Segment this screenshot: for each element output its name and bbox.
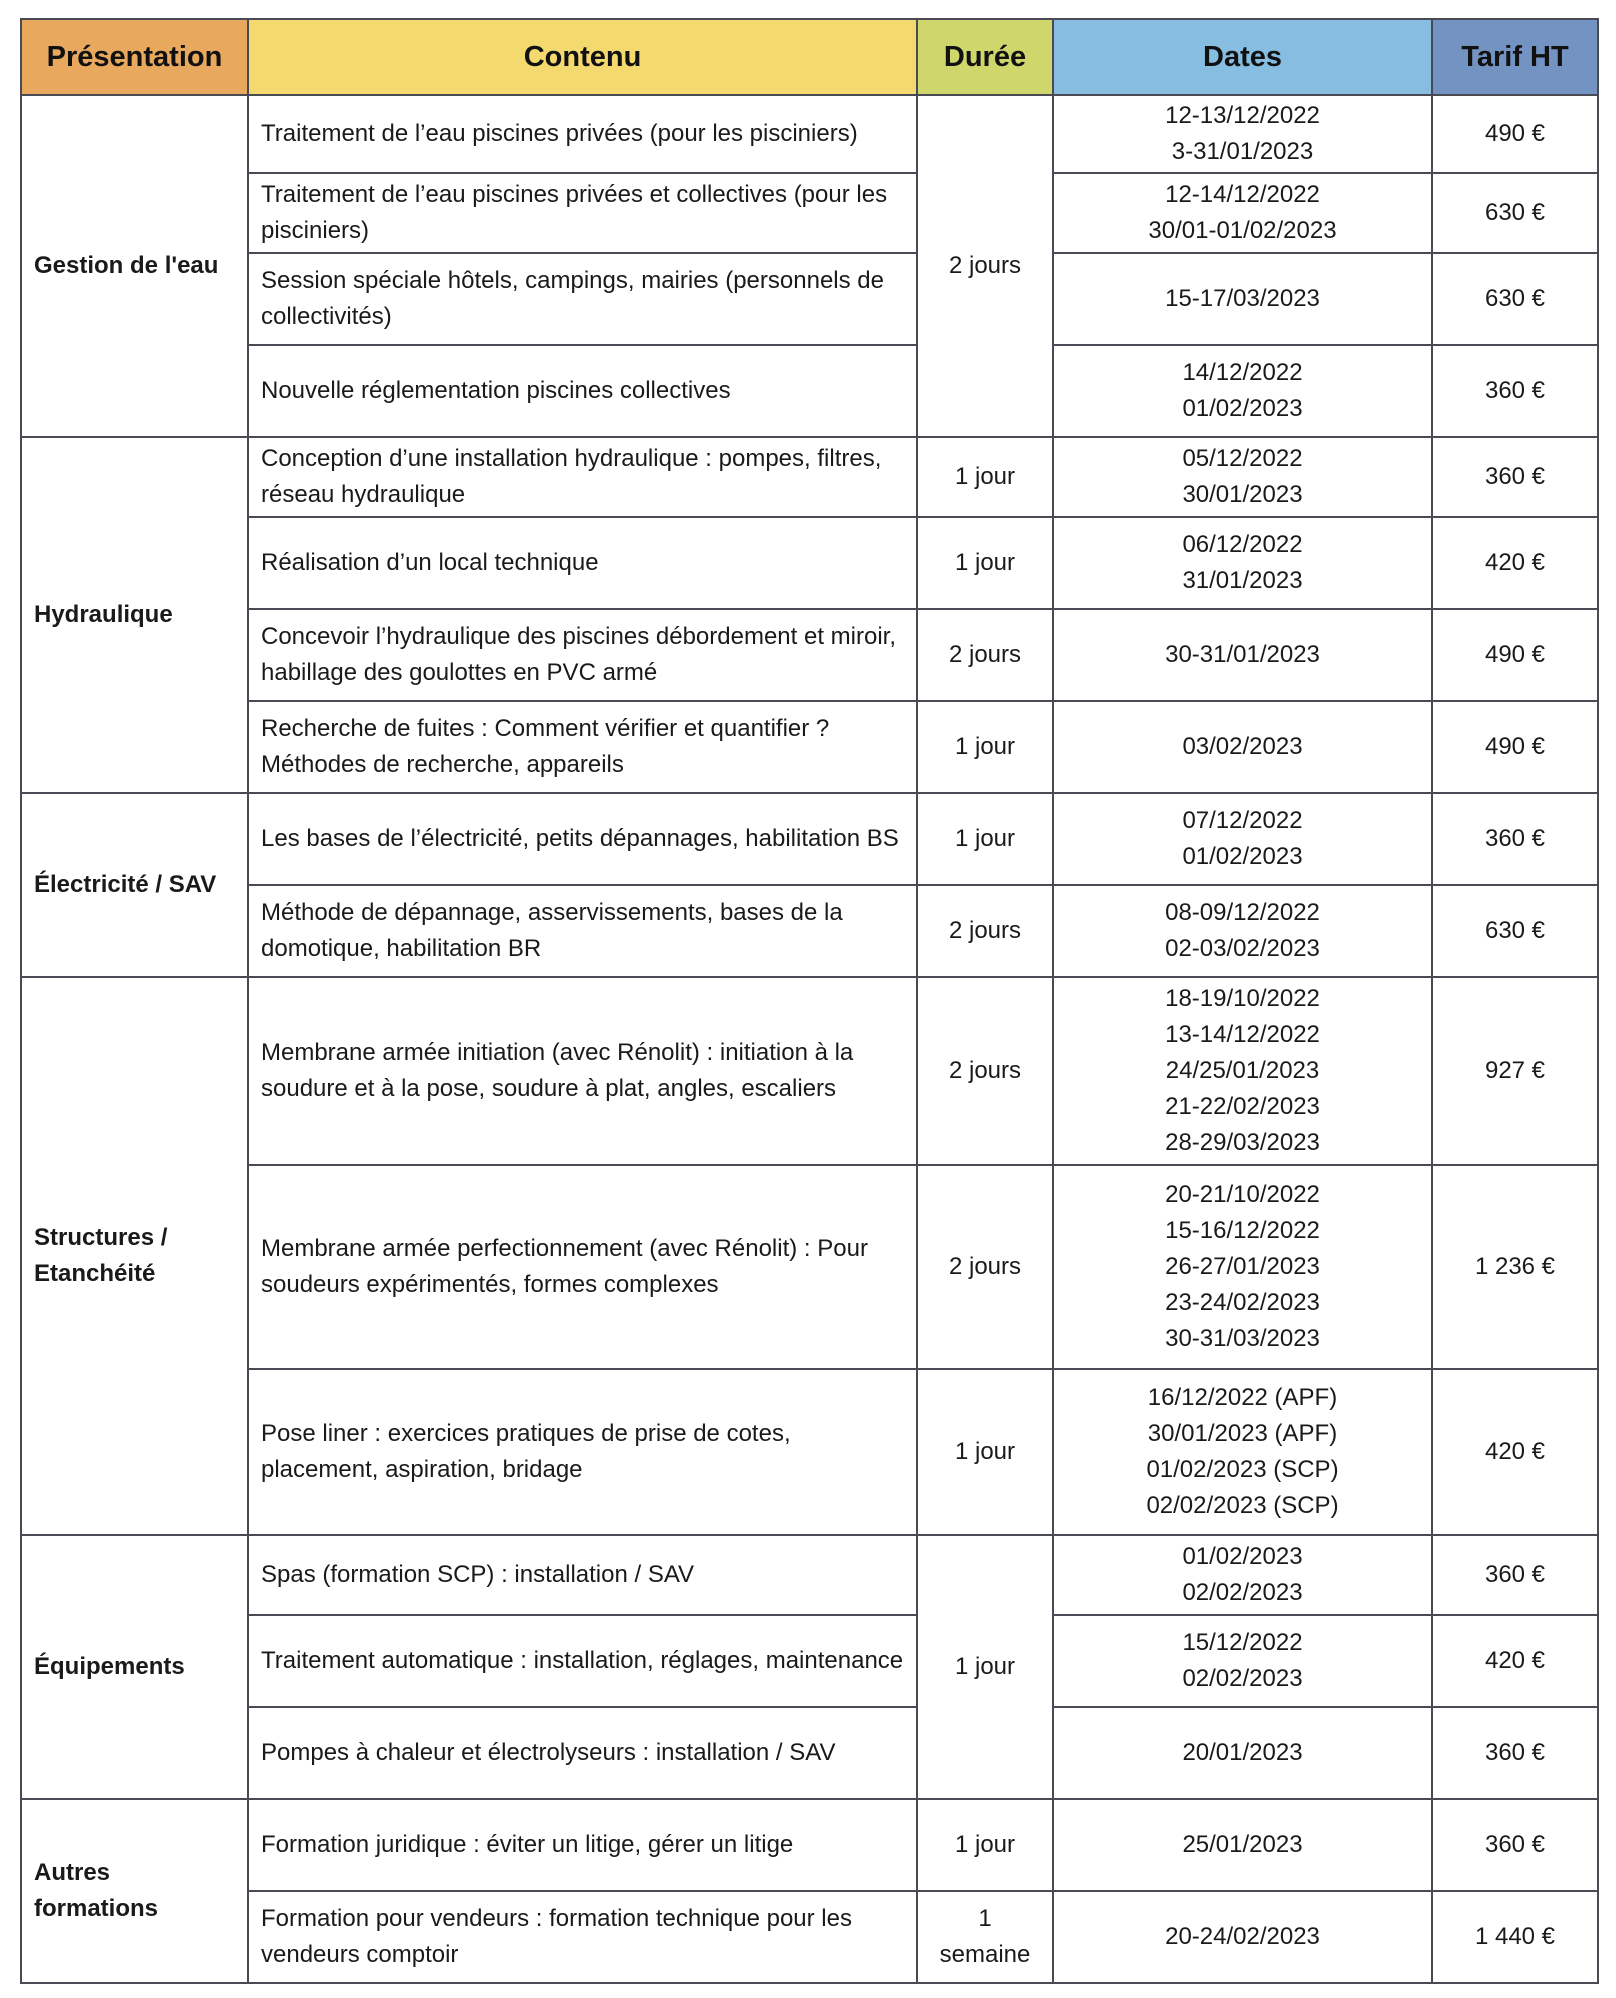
table-row: [21, 885, 1598, 977]
content-cell: Formation pour vendeurs : formation technique pour les vendeurs comptoir: [248, 1891, 917, 1983]
table-row: [21, 1369, 1598, 1535]
duration-cell: 2 jours: [917, 885, 1053, 977]
date-line: 02/02/2023 (SCP): [1146, 1492, 1339, 1519]
date-line: 18-19/10/2022: [1165, 985, 1320, 1012]
price-cell: 630 €: [1432, 885, 1598, 977]
table-row: [21, 701, 1598, 793]
date-line: 21-22/02/2023: [1165, 1093, 1320, 1120]
content-cell: Conception d’une installation hydraulique : pompes, filtres, réseau hydraulique: [248, 437, 917, 517]
duration-cell: 1 jour: [917, 1799, 1053, 1891]
date-line: 06/12/2022: [1182, 531, 1303, 558]
price-cell: 630 €: [1432, 253, 1598, 345]
price-cell: 360 €: [1432, 437, 1598, 517]
date-line: 08-09/12/2022: [1165, 899, 1320, 926]
date-line: 15-16/12/2022: [1165, 1217, 1320, 1244]
table-row: [21, 1799, 1598, 1891]
date-line: 01/02/2023: [1182, 1543, 1303, 1570]
price-cell: 420 €: [1432, 1615, 1598, 1707]
date-line: 01/02/2023 (SCP): [1146, 1456, 1339, 1483]
category-cell: Électricité / SAV: [21, 793, 248, 977]
table-row: [21, 345, 1598, 437]
content-cell: Réalisation d’un local technique: [248, 517, 917, 609]
price-cell: 360 €: [1432, 1799, 1598, 1891]
duration-cell: 1 jour: [917, 437, 1053, 517]
date-line: 16/12/2022 (APF): [1147, 1384, 1338, 1411]
content-cell: Traitement automatique : installation, réglages, maintenance: [248, 1615, 917, 1707]
content-cell: Session spéciale hôtels, campings, mairies (personnels de collectivités): [248, 253, 917, 345]
table-row: [21, 517, 1598, 609]
date-line: 30/01/2023: [1182, 481, 1303, 508]
price-cell: 360 €: [1432, 345, 1598, 437]
header-tarif: Tarif HT: [1432, 19, 1598, 95]
header-duree: Durée: [917, 19, 1053, 95]
content-cell: Spas (formation SCP) : installation / SAV: [248, 1535, 917, 1615]
dates-cell: [1053, 793, 1432, 885]
dates-cell: [1053, 517, 1432, 609]
table-row: [21, 977, 1598, 1165]
table-row: [21, 1891, 1598, 1983]
duration-cell: 1 jour: [917, 793, 1053, 885]
date-line: 13-14/12/2022: [1165, 1021, 1320, 1048]
header-dates: Dates: [1053, 19, 1432, 95]
price-cell: 490 €: [1432, 701, 1598, 793]
content-cell: Formation juridique : éviter un litige, gérer un litige: [248, 1799, 917, 1891]
price-cell: 420 €: [1432, 517, 1598, 609]
price-cell: 490 €: [1432, 609, 1598, 701]
dates-cell: [1053, 1891, 1432, 1983]
table-row: [21, 95, 1598, 173]
header-contenu: Contenu: [248, 19, 917, 95]
content-cell: Traitement de l’eau piscines privées et collectives (pour les pisciniers): [248, 173, 917, 253]
table-row: [21, 173, 1598, 253]
table-row: [21, 1707, 1598, 1799]
content-cell: Méthode de dépannage, asservissements, bases de la domotique, habilitation BR: [248, 885, 917, 977]
content-cell: Membrane armée initiation (avec Rénolit) : initiation à la soudure et à la pose, soudure à plat, angles, escaliers: [248, 977, 917, 1165]
header-row: [21, 19, 1598, 95]
dates-cell: [1053, 253, 1432, 345]
dates-cell: [1053, 1799, 1432, 1891]
date-line: 15/12/2022: [1182, 1629, 1303, 1656]
date-line: 12-13/12/2022: [1165, 102, 1320, 129]
date-line: 02/02/2023: [1182, 1579, 1303, 1606]
table-body: [21, 95, 1598, 1983]
date-line: 30-31/01/2023: [1165, 641, 1320, 668]
duration-cell: 1 jour: [917, 517, 1053, 609]
date-line: 24/25/01/2023: [1165, 1057, 1320, 1084]
date-line: 3-31/01/2023: [1171, 138, 1314, 165]
price-cell: 1 236 €: [1432, 1165, 1598, 1369]
date-line: 20-21/10/2022: [1165, 1181, 1320, 1208]
dates-cell: [1053, 701, 1432, 793]
price-cell: 630 €: [1432, 173, 1598, 253]
date-line: 30-31/03/2023: [1165, 1325, 1320, 1352]
dates-cell: [1053, 885, 1432, 977]
content-cell: Membrane armée perfectionnement (avec Rénolit) : Pour soudeurs expérimentés, formes complexes: [248, 1165, 917, 1369]
price-cell: 490 €: [1432, 95, 1598, 173]
date-line: 20/01/2023: [1182, 1739, 1303, 1766]
dates-cell: [1053, 345, 1432, 437]
dates-cell: [1053, 1707, 1432, 1799]
content-cell: Traitement de l’eau piscines privées (pour les pisciniers): [248, 95, 917, 173]
table-row: [21, 609, 1598, 701]
dates-cell: [1053, 173, 1432, 253]
date-line: 23-24/02/2023: [1165, 1289, 1320, 1316]
date-line: 31/01/2023: [1182, 567, 1303, 594]
price-cell: 360 €: [1432, 793, 1598, 885]
category-cell: Hydraulique: [21, 437, 248, 793]
date-line: 15-17/03/2023: [1165, 285, 1320, 312]
table-row: [21, 1165, 1598, 1369]
duration-cell: 2 jours: [917, 609, 1053, 701]
date-line: 03/02/2023: [1182, 733, 1303, 760]
category-cell: Structures / Etanchéité: [21, 977, 248, 1535]
dates-cell: [1053, 1535, 1432, 1615]
date-line: 07/12/2022: [1182, 807, 1303, 834]
date-line: 28-29/03/2023: [1165, 1129, 1320, 1156]
duration-cell: 1 jour: [917, 1535, 1053, 1799]
date-line: 01/02/2023: [1182, 395, 1303, 422]
duration-cell: 1 semaine: [917, 1891, 1053, 1983]
table-row: [21, 253, 1598, 345]
dates-cell: [1053, 95, 1432, 173]
content-cell: Pompes à chaleur et électrolyseurs : installation / SAV: [248, 1707, 917, 1799]
content-cell: Nouvelle réglementation piscines collectives: [248, 345, 917, 437]
table-header: [21, 19, 1598, 95]
training-schedule-table: [20, 18, 1599, 1984]
duration-cell: 1 jour: [917, 701, 1053, 793]
price-cell: 360 €: [1432, 1535, 1598, 1615]
content-cell: Concevoir l’hydraulique des piscines débordement et miroir, habillage des goulottes en PVC armé: [248, 609, 917, 701]
price-cell: 1 440 €: [1432, 1891, 1598, 1983]
date-line: 20-24/02/2023: [1165, 1923, 1320, 1950]
date-line: 12-14/12/2022: [1165, 181, 1320, 208]
category-cell: Autres formations: [21, 1799, 248, 1983]
category-cell: Gestion de l'eau: [21, 95, 248, 437]
date-line: 25/01/2023: [1182, 1831, 1303, 1858]
duration-cell: 2 jours: [917, 95, 1053, 437]
dates-cell: [1053, 437, 1432, 517]
date-line: 01/02/2023: [1182, 843, 1303, 870]
date-line: 02-03/02/2023: [1165, 935, 1320, 962]
dates-cell: [1053, 1615, 1432, 1707]
dates-cell: [1053, 1369, 1432, 1535]
dates-cell: [1053, 977, 1432, 1165]
date-line: 14/12/2022: [1182, 359, 1303, 386]
content-cell: Les bases de l’électricité, petits dépannages, habilitation BS: [248, 793, 917, 885]
date-line: 05/12/2022: [1182, 445, 1303, 472]
category-cell: Équipements: [21, 1535, 248, 1799]
date-line: 02/02/2023: [1182, 1665, 1303, 1692]
date-line: 30/01-01/02/2023: [1148, 217, 1337, 244]
price-cell: 420 €: [1432, 1369, 1598, 1535]
dates-cell: [1053, 609, 1432, 701]
date-line: 30/01/2023 (APF): [1147, 1420, 1338, 1447]
price-cell: 360 €: [1432, 1707, 1598, 1799]
date-line: 26-27/01/2023: [1165, 1253, 1320, 1280]
table-row: [21, 1615, 1598, 1707]
content-cell: Pose liner : exercices pratiques de prise de cotes, placement, aspiration, bridage: [248, 1369, 917, 1535]
price-cell: 927 €: [1432, 977, 1598, 1165]
content-cell: Recherche de fuites : Comment vérifier et quantifier ? Méthodes de recherche, appareils: [248, 701, 917, 793]
duration-cell: 2 jours: [917, 1165, 1053, 1369]
table-row: [21, 1535, 1598, 1615]
table-row: [21, 437, 1598, 517]
dates-cell: [1053, 1165, 1432, 1369]
duration-cell: 1 jour: [917, 1369, 1053, 1535]
header-presentation: Présentation: [21, 19, 248, 95]
table-row: [21, 793, 1598, 885]
duration-cell: 2 jours: [917, 977, 1053, 1165]
